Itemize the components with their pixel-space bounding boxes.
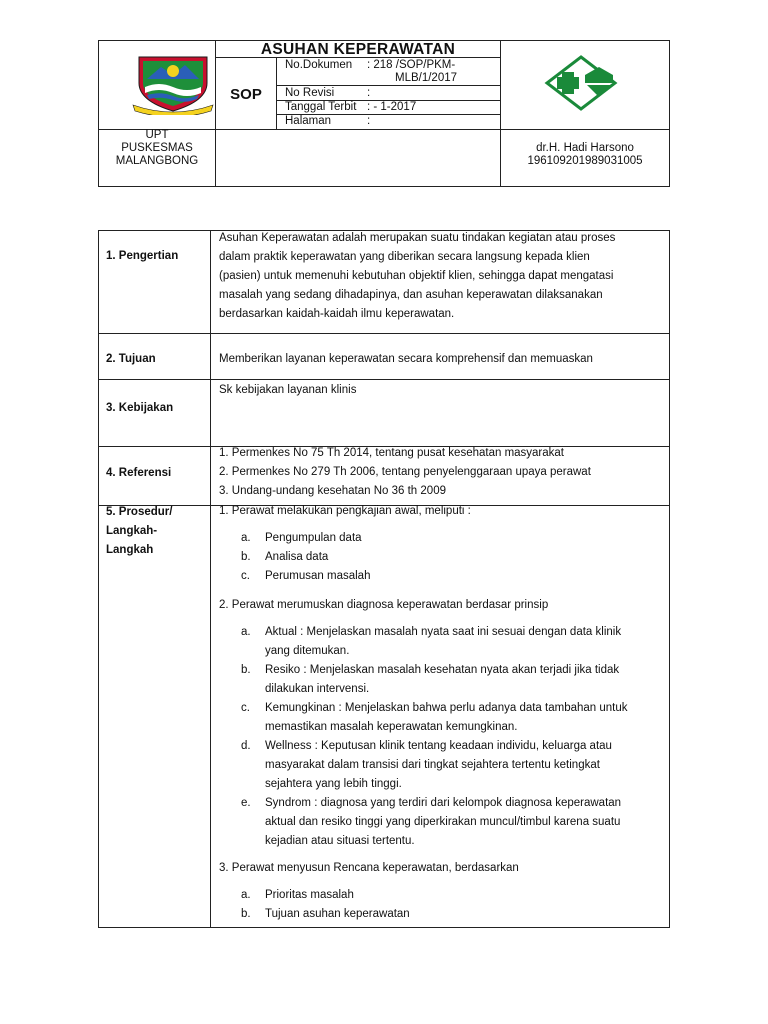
signer-nip: 196109201989031005 — [527, 155, 643, 167]
referensi-item: 1. Permenkes No 75 Th 2014, tentang pusat kesehatan masyarakat — [219, 447, 564, 459]
sop-header: ASUHAN KEPERAWATAN SOP No.Dokumen : 218 /SOP/PKM- MLB/1/2017 No Revisi : Tanggal Terbit : - 1-2017 Halaman : UPT PUSKESMAS MALANGBONG dr.H. Hadi Harsono 196109201989031005 — [98, 40, 670, 187]
referensi-item: 2. Permenkes No 279 Th 2006, tentang penyelenggaraan upaya perawat — [219, 466, 591, 478]
organization-name: UPT PUSKESMAS MALANGBONG — [115, 129, 199, 167]
label-kebijakan: 3. Kebijakan — [106, 402, 174, 414]
sop-label: SOP — [230, 85, 262, 103]
sop-content-table: 1. Pengertian Asuhan Keperawatan adalah merupakan suatu tindakan kegiatan atau proses dalam praktik keperawatan yang diberikan secara langsung kepada klien (pasien) untuk memenuhi kebutuhan objektif klien, sehingga dapat mengatasi masalah yang sedang dihadapinya, dan asuhan keperawatan dilaksanakan berdasarkan kaidah-kaidah ilmu keperawatan. 2. Tujuan Memberikan layanan keperawatan secara komprehensif dan memuaskan 3. Kebijakan Sk kebijakan layanan klinis 4. Referensi 1. Permenkes No 75 Th 2014, tentang pusat kesehatan masyarakat 2. Permenkes No 279 Th 2006, tentang penyelenggaraan upaya perawat 3. Undang-undang kesehatan No 36 th 2009 5. Prosedur/ Langkah- Langkah 1. Perawat melakukan pengkajian awal, meliputi : a. Pengumpulan data b. Analisa data c. Perumusan masalah 2. Perawat merumuskan diagnosa keperawatan berdasar prinsip a. Aktual : Menjelaskan masalah nyata saat ini sesuai dengan data klinik yang ditemukan. b. Resiko : Menjelaskan masalah kesehatan nyata akan terjadi jika tidak dilakukan intervensi. c. Kemungkinan : Menjelaskan bahwa perlu adanya data tambahan untuk memastikan masalah keperawatan kemungkinan. d. Wellness : Keputusan klinik tentang keadaan individu, keluarga atau masyarakat dalam transisi dari tingkat sejahtera tertentu ketingkat sejahtera yang lebih tinggi. e. Syndrom : diagnosa yang terdiri dari kelompok diagnosa keperawatan aktual dan resiko tinggi yang diperkirakan muncul/timbul karena suatu kejadian atau situasi tertentu. 3. Perawat menyusun Rencana keperawatan, berdasarkan a. Prioritas masalah b. Tujuan asuhan keperawatan — [98, 230, 670, 928]
signer-block — [500, 142, 670, 168]
label-tujuan: 2. Tujuan — [106, 353, 156, 365]
step-2-text: 2. Perawat merumuskan diagnosa keperawatan berdasar prinsip — [219, 599, 549, 611]
signer-name: dr.H. Hadi Harsono — [536, 142, 634, 154]
garut-regency-logo — [131, 49, 215, 115]
referensi-list — [219, 444, 663, 501]
label-prosedur: 5. Prosedur/ Langkah- Langkah — [106, 506, 173, 556]
pengertian-text: Asuhan Keperawatan adalah merupakan suatu tindakan kegiatan atau proses dalam praktik keperawatan yang diberikan secara langsung kepada klien (pasien) untuk memenuhi kebutuhan objektif klien, sehingga dapat mengatasi masalah yang sedang dihadapinya, dan asuhan keperawatan dilaksanakan berdasarkan kaidah-kaidah ilmu keperawatan. — [219, 232, 616, 320]
referensi-item: 3. Undang-undang kesehatan No 36 th 2009 — [219, 485, 446, 497]
document-title: ASUHAN KEPERAWATAN — [260, 41, 456, 58]
kebijakan-text: Sk kebijakan layanan klinis — [219, 384, 357, 396]
puskesmas-logo — [543, 53, 619, 113]
label-pengertian: 1. Pengertian — [106, 250, 179, 262]
label-referensi: 4. Referensi — [106, 467, 172, 479]
tujuan-text: Memberikan layanan keperawatan secara komprehensif dan memuaskan — [219, 353, 593, 365]
step-1-text: 1. Perawat melakukan pengkajian awal, meliputi : — [219, 505, 471, 517]
step-3-text: 3. Perawat menyusun Rencana keperawatan, berdasarkan — [219, 862, 519, 874]
field-no-dokumen: No.Dokumen : 218 /SOP/PKM- MLB/1/2017 — [285, 59, 458, 84]
